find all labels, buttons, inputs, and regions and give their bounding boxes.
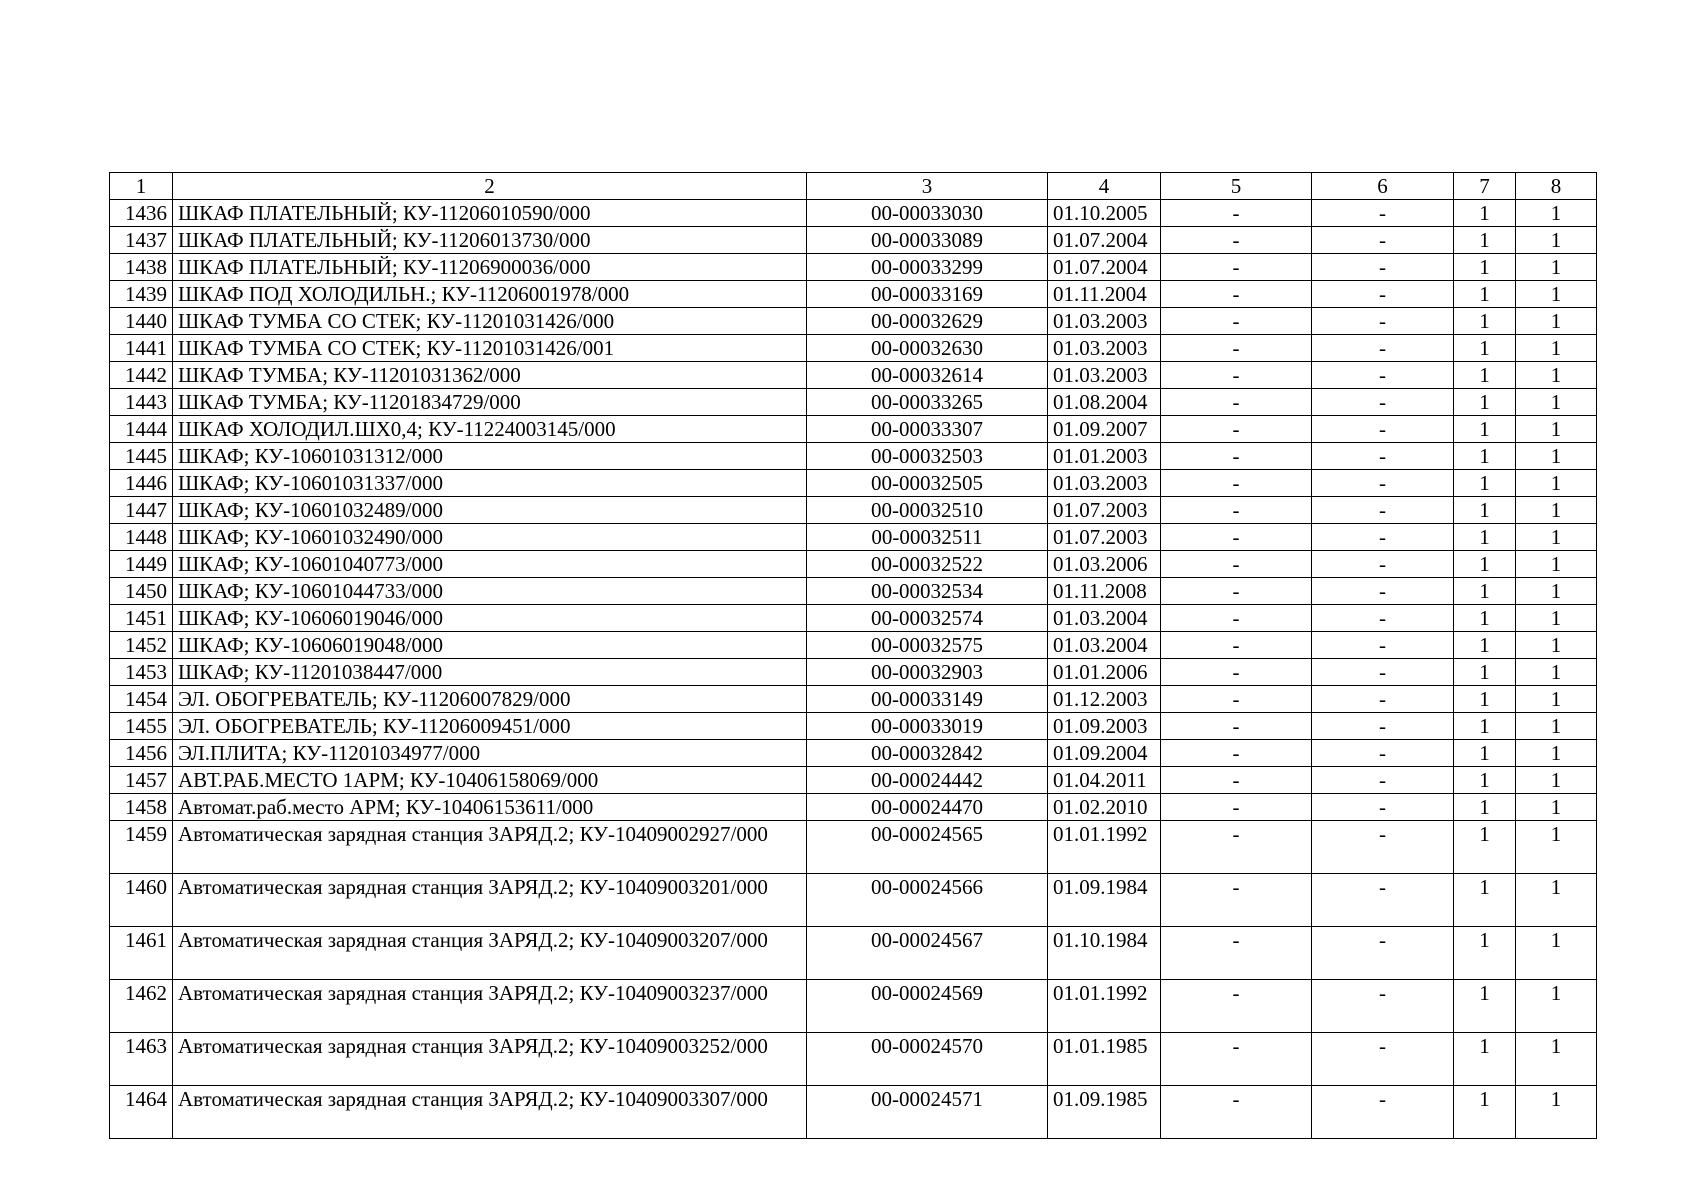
col5-cell: - <box>1161 308 1312 335</box>
date-cell: 01.07.2004 <box>1048 227 1161 254</box>
row-number-cell: 1448 <box>110 524 173 551</box>
inventory-code-cell: 00-00033149 <box>807 686 1048 713</box>
col7-cell: 1 <box>1454 605 1516 632</box>
item-name-cell: ШКАФ ТУМБА СО СТЕК; КУ-11201031426/001 <box>173 335 807 362</box>
table-row <box>110 1033 1597 1086</box>
column-header: 8 <box>1516 173 1597 200</box>
col5-cell: - <box>1161 874 1312 927</box>
col5-cell: - <box>1161 740 1312 767</box>
table-row <box>110 281 1597 308</box>
table-row <box>110 227 1597 254</box>
inventory-code-cell: 00-00024569 <box>807 980 1048 1033</box>
date-cell: 01.07.2004 <box>1048 254 1161 281</box>
col6-cell: - <box>1312 605 1454 632</box>
item-name-cell: ШКАФ ПЛАТЕЛЬНЫЙ; КУ-11206900036/000 <box>173 254 807 281</box>
item-name-cell: Автоматическая зарядная станция ЗАРЯД.2; КУ-10409003201/000 <box>173 874 807 927</box>
table-row <box>110 927 1597 980</box>
row-number-cell: 1460 <box>110 874 173 927</box>
col6-cell: - <box>1312 389 1454 416</box>
col5-cell: - <box>1161 497 1312 524</box>
table-row <box>110 200 1597 227</box>
col5-cell: - <box>1161 416 1312 443</box>
column-header: 4 <box>1048 173 1161 200</box>
col8-cell: 1 <box>1516 632 1597 659</box>
col8-cell: 1 <box>1516 713 1597 740</box>
item-name-cell: ШКАФ; КУ-10601031337/000 <box>173 470 807 497</box>
col7-cell: 1 <box>1454 443 1516 470</box>
date-cell: 01.01.1992 <box>1048 821 1161 874</box>
header-row <box>110 173 1597 200</box>
date-cell: 01.03.2006 <box>1048 551 1161 578</box>
col6-cell: - <box>1312 874 1454 927</box>
col5-cell: - <box>1161 686 1312 713</box>
col5-cell: - <box>1161 713 1312 740</box>
inventory-code-cell: 00-00032575 <box>807 632 1048 659</box>
col7-cell: 1 <box>1454 389 1516 416</box>
table-row <box>110 1086 1597 1139</box>
col6-cell: - <box>1312 200 1454 227</box>
inventory-code-cell: 00-00033019 <box>807 713 1048 740</box>
item-name-cell: ШКАФ; КУ-10601031312/000 <box>173 443 807 470</box>
row-number-cell: 1453 <box>110 659 173 686</box>
column-header: 7 <box>1454 173 1516 200</box>
table-row <box>110 980 1597 1033</box>
col7-cell: 1 <box>1454 874 1516 927</box>
column-header: 5 <box>1161 173 1312 200</box>
col7-cell: 1 <box>1454 551 1516 578</box>
col8-cell: 1 <box>1516 927 1597 980</box>
row-number-cell: 1459 <box>110 821 173 874</box>
date-cell: 01.03.2003 <box>1048 308 1161 335</box>
row-number-cell: 1457 <box>110 767 173 794</box>
col7-cell: 1 <box>1454 821 1516 874</box>
col7-cell: 1 <box>1454 254 1516 281</box>
col5-cell: - <box>1161 443 1312 470</box>
row-number-cell: 1445 <box>110 443 173 470</box>
col8-cell: 1 <box>1516 605 1597 632</box>
col6-cell: - <box>1312 443 1454 470</box>
table-row <box>110 335 1597 362</box>
col6-cell: - <box>1312 497 1454 524</box>
column-header: 3 <box>807 173 1048 200</box>
item-name-cell: ШКАФ ТУМБА СО СТЕК; КУ-11201031426/000 <box>173 308 807 335</box>
date-cell: 01.12.2003 <box>1048 686 1161 713</box>
column-header: 6 <box>1312 173 1454 200</box>
col6-cell: - <box>1312 416 1454 443</box>
date-cell: 01.03.2004 <box>1048 605 1161 632</box>
item-name-cell: ШКАФ; КУ-10606019046/000 <box>173 605 807 632</box>
item-name-cell: ШКАФ; КУ-11201038447/000 <box>173 659 807 686</box>
table-row <box>110 389 1597 416</box>
inventory-code-cell: 00-00033030 <box>807 200 1048 227</box>
item-name-cell: ШКАФ ТУМБА; КУ-11201834729/000 <box>173 389 807 416</box>
col7-cell: 1 <box>1454 308 1516 335</box>
col6-cell: - <box>1312 659 1454 686</box>
col8-cell: 1 <box>1516 227 1597 254</box>
col7-cell: 1 <box>1454 980 1516 1033</box>
inventory-code-cell: 00-00032505 <box>807 470 1048 497</box>
date-cell: 01.01.2006 <box>1048 659 1161 686</box>
row-number-cell: 1454 <box>110 686 173 713</box>
inventory-code-cell: 00-00032511 <box>807 524 1048 551</box>
inventory-code-cell: 00-00032614 <box>807 362 1048 389</box>
date-cell: 01.07.2003 <box>1048 524 1161 551</box>
table-row <box>110 767 1597 794</box>
item-name-cell: ШКАФ; КУ-10601032490/000 <box>173 524 807 551</box>
row-number-cell: 1437 <box>110 227 173 254</box>
date-cell: 01.03.2004 <box>1048 632 1161 659</box>
col8-cell: 1 <box>1516 524 1597 551</box>
col5-cell: - <box>1161 1086 1312 1139</box>
date-cell: 01.07.2003 <box>1048 497 1161 524</box>
row-number-cell: 1442 <box>110 362 173 389</box>
date-cell: 01.09.2004 <box>1048 740 1161 767</box>
item-name-cell: Автоматическая зарядная станция ЗАРЯД.2; КУ-10409003207/000 <box>173 927 807 980</box>
inventory-code-cell: 00-00024566 <box>807 874 1048 927</box>
date-cell: 01.09.1984 <box>1048 874 1161 927</box>
row-number-cell: 1439 <box>110 281 173 308</box>
col6-cell: - <box>1312 227 1454 254</box>
inventory-code-cell: 00-00024571 <box>807 1086 1048 1139</box>
item-name-cell: Автоматическая зарядная станция ЗАРЯД.2; КУ-10409003307/000 <box>173 1086 807 1139</box>
item-name-cell: ЭЛ. ОБОГРЕВАТЕЛЬ; КУ-11206007829/000 <box>173 686 807 713</box>
row-number-cell: 1444 <box>110 416 173 443</box>
table-row <box>110 821 1597 874</box>
date-cell: 01.09.2007 <box>1048 416 1161 443</box>
col6-cell: - <box>1312 927 1454 980</box>
table-row <box>110 794 1597 821</box>
item-name-cell: Автомат.раб.место АРМ; КУ-10406153611/000 <box>173 794 807 821</box>
inventory-code-cell: 00-00032903 <box>807 659 1048 686</box>
col8-cell: 1 <box>1516 200 1597 227</box>
inventory-code-cell: 00-00033265 <box>807 389 1048 416</box>
col8-cell: 1 <box>1516 416 1597 443</box>
table-row <box>110 497 1597 524</box>
row-number-cell: 1455 <box>110 713 173 740</box>
table-row <box>110 470 1597 497</box>
item-name-cell: Автоматическая зарядная станция ЗАРЯД.2; КУ-10409003237/000 <box>173 980 807 1033</box>
table-row <box>110 713 1597 740</box>
row-number-cell: 1452 <box>110 632 173 659</box>
col5-cell: - <box>1161 200 1312 227</box>
col5-cell: - <box>1161 227 1312 254</box>
item-name-cell: ШКАФ ХОЛОДИЛ.ШХ0,4; КУ-11224003145/000 <box>173 416 807 443</box>
inventory-code-cell: 00-00032630 <box>807 335 1048 362</box>
col7-cell: 1 <box>1454 767 1516 794</box>
col8-cell: 1 <box>1516 740 1597 767</box>
col7-cell: 1 <box>1454 227 1516 254</box>
col5-cell: - <box>1161 767 1312 794</box>
date-cell: 01.09.1985 <box>1048 1086 1161 1139</box>
inventory-code-cell: 00-00024567 <box>807 927 1048 980</box>
col7-cell: 1 <box>1454 740 1516 767</box>
col6-cell: - <box>1312 281 1454 308</box>
col8-cell: 1 <box>1516 470 1597 497</box>
col6-cell: - <box>1312 740 1454 767</box>
col7-cell: 1 <box>1454 794 1516 821</box>
col6-cell: - <box>1312 1033 1454 1086</box>
inventory-code-cell: 00-00024442 <box>807 767 1048 794</box>
item-name-cell: ШКАФ; КУ-10606019048/000 <box>173 632 807 659</box>
col5-cell: - <box>1161 659 1312 686</box>
inventory-code-cell: 00-00032510 <box>807 497 1048 524</box>
table-row <box>110 686 1597 713</box>
inventory-code-cell: 00-00033307 <box>807 416 1048 443</box>
row-number-cell: 1438 <box>110 254 173 281</box>
row-number-cell: 1458 <box>110 794 173 821</box>
row-number-cell: 1456 <box>110 740 173 767</box>
inventory-table <box>109 172 1597 1139</box>
col6-cell: - <box>1312 254 1454 281</box>
col6-cell: - <box>1312 578 1454 605</box>
item-name-cell: ШКАФ; КУ-10601032489/000 <box>173 497 807 524</box>
col5-cell: - <box>1161 362 1312 389</box>
col8-cell: 1 <box>1516 874 1597 927</box>
col8-cell: 1 <box>1516 254 1597 281</box>
date-cell: 01.04.2011 <box>1048 767 1161 794</box>
col5-cell: - <box>1161 578 1312 605</box>
inventory-code-cell: 00-00032842 <box>807 740 1048 767</box>
inventory-code-cell: 00-00032574 <box>807 605 1048 632</box>
col6-cell: - <box>1312 470 1454 497</box>
date-cell: 01.01.1992 <box>1048 980 1161 1033</box>
col8-cell: 1 <box>1516 362 1597 389</box>
row-number-cell: 1451 <box>110 605 173 632</box>
table-body <box>110 173 1597 1139</box>
table-row <box>110 254 1597 281</box>
item-name-cell: ШКАФ; КУ-10601044733/000 <box>173 578 807 605</box>
row-number-cell: 1440 <box>110 308 173 335</box>
col6-cell: - <box>1312 524 1454 551</box>
table-row <box>110 362 1597 389</box>
col5-cell: - <box>1161 524 1312 551</box>
date-cell: 01.10.2005 <box>1048 200 1161 227</box>
col8-cell: 1 <box>1516 335 1597 362</box>
col8-cell: 1 <box>1516 497 1597 524</box>
item-name-cell: Автоматическая зарядная станция ЗАРЯД.2; КУ-10409002927/000 <box>173 821 807 874</box>
col7-cell: 1 <box>1454 686 1516 713</box>
table-row <box>110 416 1597 443</box>
col6-cell: - <box>1312 713 1454 740</box>
table-row <box>110 308 1597 335</box>
col7-cell: 1 <box>1454 281 1516 308</box>
col6-cell: - <box>1312 794 1454 821</box>
row-number-cell: 1461 <box>110 927 173 980</box>
row-number-cell: 1450 <box>110 578 173 605</box>
table-row <box>110 874 1597 927</box>
col6-cell: - <box>1312 1086 1454 1139</box>
item-name-cell: ШКАФ ТУМБА; КУ-11201031362/000 <box>173 362 807 389</box>
inventory-code-cell: 00-00033089 <box>807 227 1048 254</box>
inventory-code-cell: 00-00024565 <box>807 821 1048 874</box>
date-cell: 01.09.2003 <box>1048 713 1161 740</box>
col8-cell: 1 <box>1516 389 1597 416</box>
col7-cell: 1 <box>1454 1086 1516 1139</box>
row-number-cell: 1464 <box>110 1086 173 1139</box>
date-cell: 01.02.2010 <box>1048 794 1161 821</box>
col5-cell: - <box>1161 927 1312 980</box>
inventory-code-cell: 00-00024470 <box>807 794 1048 821</box>
col8-cell: 1 <box>1516 443 1597 470</box>
col6-cell: - <box>1312 335 1454 362</box>
inventory-code-cell: 00-00032503 <box>807 443 1048 470</box>
col5-cell: - <box>1161 794 1312 821</box>
col7-cell: 1 <box>1454 200 1516 227</box>
col5-cell: - <box>1161 254 1312 281</box>
item-name-cell: ШКАФ ПОД ХОЛОДИЛЬН.; КУ-11206001978/000 <box>173 281 807 308</box>
item-name-cell: ШКАФ ПЛАТЕЛЬНЫЙ; КУ-11206013730/000 <box>173 227 807 254</box>
col5-cell: - <box>1161 1033 1312 1086</box>
col6-cell: - <box>1312 821 1454 874</box>
row-number-cell: 1443 <box>110 389 173 416</box>
col7-cell: 1 <box>1454 497 1516 524</box>
col6-cell: - <box>1312 632 1454 659</box>
col6-cell: - <box>1312 362 1454 389</box>
col5-cell: - <box>1161 605 1312 632</box>
row-number-cell: 1446 <box>110 470 173 497</box>
col8-cell: 1 <box>1516 980 1597 1033</box>
date-cell: 01.11.2004 <box>1048 281 1161 308</box>
col7-cell: 1 <box>1454 927 1516 980</box>
col8-cell: 1 <box>1516 281 1597 308</box>
table-row <box>110 578 1597 605</box>
col7-cell: 1 <box>1454 578 1516 605</box>
item-name-cell: Автоматическая зарядная станция ЗАРЯД.2; КУ-10409003252/000 <box>173 1033 807 1086</box>
col7-cell: 1 <box>1454 416 1516 443</box>
column-header: 2 <box>173 173 807 200</box>
col8-cell: 1 <box>1516 821 1597 874</box>
col5-cell: - <box>1161 551 1312 578</box>
inventory-code-cell: 00-00032522 <box>807 551 1048 578</box>
inventory-code-cell: 00-00032629 <box>807 308 1048 335</box>
inventory-code-cell: 00-00032534 <box>807 578 1048 605</box>
col8-cell: 1 <box>1516 659 1597 686</box>
col5-cell: - <box>1161 470 1312 497</box>
table-row <box>110 605 1597 632</box>
item-name-cell: АВТ.РАБ.МЕСТО 1АРМ; КУ-10406158069/000 <box>173 767 807 794</box>
col6-cell: - <box>1312 686 1454 713</box>
col8-cell: 1 <box>1516 686 1597 713</box>
col7-cell: 1 <box>1454 632 1516 659</box>
col7-cell: 1 <box>1454 470 1516 497</box>
col7-cell: 1 <box>1454 659 1516 686</box>
col5-cell: - <box>1161 821 1312 874</box>
col8-cell: 1 <box>1516 308 1597 335</box>
date-cell: 01.03.2003 <box>1048 335 1161 362</box>
inventory-code-cell: 00-00033169 <box>807 281 1048 308</box>
date-cell: 01.01.2003 <box>1048 443 1161 470</box>
col8-cell: 1 <box>1516 551 1597 578</box>
col6-cell: - <box>1312 767 1454 794</box>
table-row <box>110 443 1597 470</box>
col5-cell: - <box>1161 281 1312 308</box>
col7-cell: 1 <box>1454 362 1516 389</box>
row-number-cell: 1449 <box>110 551 173 578</box>
date-cell: 01.03.2003 <box>1048 470 1161 497</box>
col5-cell: - <box>1161 632 1312 659</box>
date-cell: 01.01.1985 <box>1048 1033 1161 1086</box>
row-number-cell: 1463 <box>110 1033 173 1086</box>
col8-cell: 1 <box>1516 1033 1597 1086</box>
col6-cell: - <box>1312 308 1454 335</box>
item-name-cell: ШКАФ; КУ-10601040773/000 <box>173 551 807 578</box>
table-row <box>110 551 1597 578</box>
table-row <box>110 740 1597 767</box>
row-number-cell: 1441 <box>110 335 173 362</box>
col6-cell: - <box>1312 551 1454 578</box>
item-name-cell: ШКАФ ПЛАТЕЛЬНЫЙ; КУ-11206010590/000 <box>173 200 807 227</box>
inventory-code-cell: 00-00033299 <box>807 254 1048 281</box>
col8-cell: 1 <box>1516 794 1597 821</box>
date-cell: 01.11.2008 <box>1048 578 1161 605</box>
col7-cell: 1 <box>1454 1033 1516 1086</box>
col5-cell: - <box>1161 980 1312 1033</box>
date-cell: 01.08.2004 <box>1048 389 1161 416</box>
item-name-cell: ЭЛ.ПЛИТА; КУ-11201034977/000 <box>173 740 807 767</box>
column-header: 1 <box>110 173 173 200</box>
col8-cell: 1 <box>1516 767 1597 794</box>
table-row <box>110 632 1597 659</box>
date-cell: 01.03.2003 <box>1048 362 1161 389</box>
col6-cell: - <box>1312 980 1454 1033</box>
col7-cell: 1 <box>1454 335 1516 362</box>
item-name-cell: ЭЛ. ОБОГРЕВАТЕЛЬ; КУ-11206009451/000 <box>173 713 807 740</box>
col8-cell: 1 <box>1516 1086 1597 1139</box>
row-number-cell: 1462 <box>110 980 173 1033</box>
col5-cell: - <box>1161 389 1312 416</box>
row-number-cell: 1447 <box>110 497 173 524</box>
table-row <box>110 659 1597 686</box>
inventory-sheet <box>109 172 1596 1139</box>
row-number-cell: 1436 <box>110 200 173 227</box>
col5-cell: - <box>1161 335 1312 362</box>
inventory-code-cell: 00-00024570 <box>807 1033 1048 1086</box>
col7-cell: 1 <box>1454 524 1516 551</box>
table-row <box>110 524 1597 551</box>
col8-cell: 1 <box>1516 578 1597 605</box>
date-cell: 01.10.1984 <box>1048 927 1161 980</box>
col7-cell: 1 <box>1454 713 1516 740</box>
